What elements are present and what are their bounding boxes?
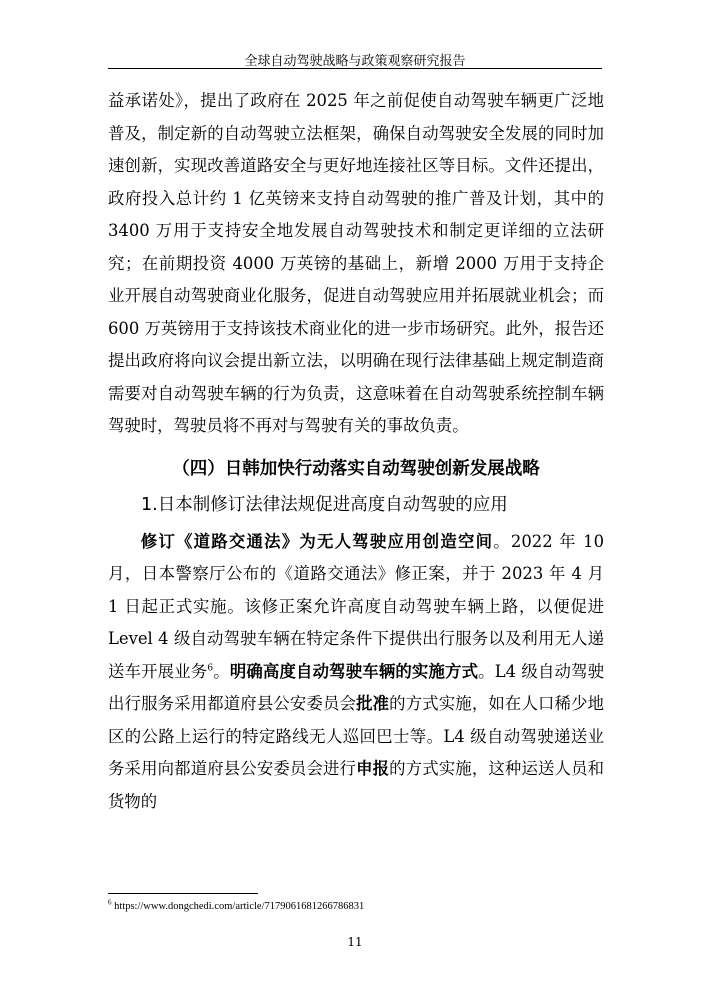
- header-rule: [108, 68, 602, 69]
- emphasis-text: 申报: [356, 759, 390, 778]
- paragraph-japan-law: [108, 526, 604, 819]
- paragraph-uk-policy: 益承诺处》，提出了政府在 2025 年之前促使自动驾驶车辆更广泛地普及，制定新的自动驾驶立法框架，确保自动驾驶安全发展的同时加速创新，实现改善道路安全与更好地连接社区等目标。文件还提出，政府投入总计约 1 亿英镑来支持自动驾驶的推广普及计划，其中的 3400 万用于支持安全地发展自动驾驶技术和制定更详细的立法研究；在前期投资 4000 万英镑的基础上，新增 2000 万用于支持企业开展自动驾驶商业化服务，促进自动驾驶应用并拓展就业机会；而 600 万英镑用于支持该技术商业化的进一步市场研究。此外，报告还提出政府将向议会提出新立法，以明确在现行法律基础上规定制造商需要对自动驾驶车辆的行为负责，这意味着在自动驾驶系统控制车辆驾驶时，驾驶员将不再对与驾驶有关的事故负责。: [108, 91, 604, 435]
- page-body: [108, 85, 604, 818]
- paragraph-text: 。2022 年 10 月，日本警察厅公布的《道路交通法》修正案，并于 2023 年 4 月 1 日起正式实施。该修正案允许高度自动驾驶车辆上路，以便促进 Level 4 级自动驾驶车辆在特定条件下提供出行服务以及利用无人递送车开展业务: [108, 531, 605, 681]
- emphasis-text: 批准: [356, 694, 390, 713]
- footnote: [108, 898, 365, 912]
- footnote-number: 6: [108, 898, 112, 907]
- running-header: 全球自动驾驶战略与政策观察研究报告: [244, 54, 466, 69]
- paragraph-text: 的方式实施，这种运送人员和货物的: [108, 759, 605, 811]
- footnote-link[interactable]: https://www.dongchedi.com/article/7179061681266786831: [114, 901, 365, 912]
- paragraph-lead: 明确高度自动驾驶车辆的实施方式: [229, 661, 479, 681]
- paragraph-lead: 修订《道路交通法》为无人驾驶应用创造空间: [140, 531, 494, 551]
- page-number: 11: [347, 935, 363, 949]
- section-heading: （四）日韩加快行动落实自动驾驶创新发展战略: [172, 458, 540, 479]
- paragraph-text: 。L4 级自动驾驶出行服务采用都道府县公安委员会: [108, 661, 605, 713]
- subsection-heading: 1.日本制修订法律法规促进高度自动驾驶的应用: [141, 494, 508, 515]
- paragraph-text: 。: [213, 661, 230, 681]
- footnote-reference[interactable]: 6: [207, 663, 214, 674]
- paragraph-text: 的方式实施，如在人口稀少地区的公路上运行的特定路线无人巡回巴士等。L4 级自动驾驶递送业务采用向都道府县公安委员会进行: [108, 694, 605, 778]
- footnote-rule: [108, 893, 258, 894]
